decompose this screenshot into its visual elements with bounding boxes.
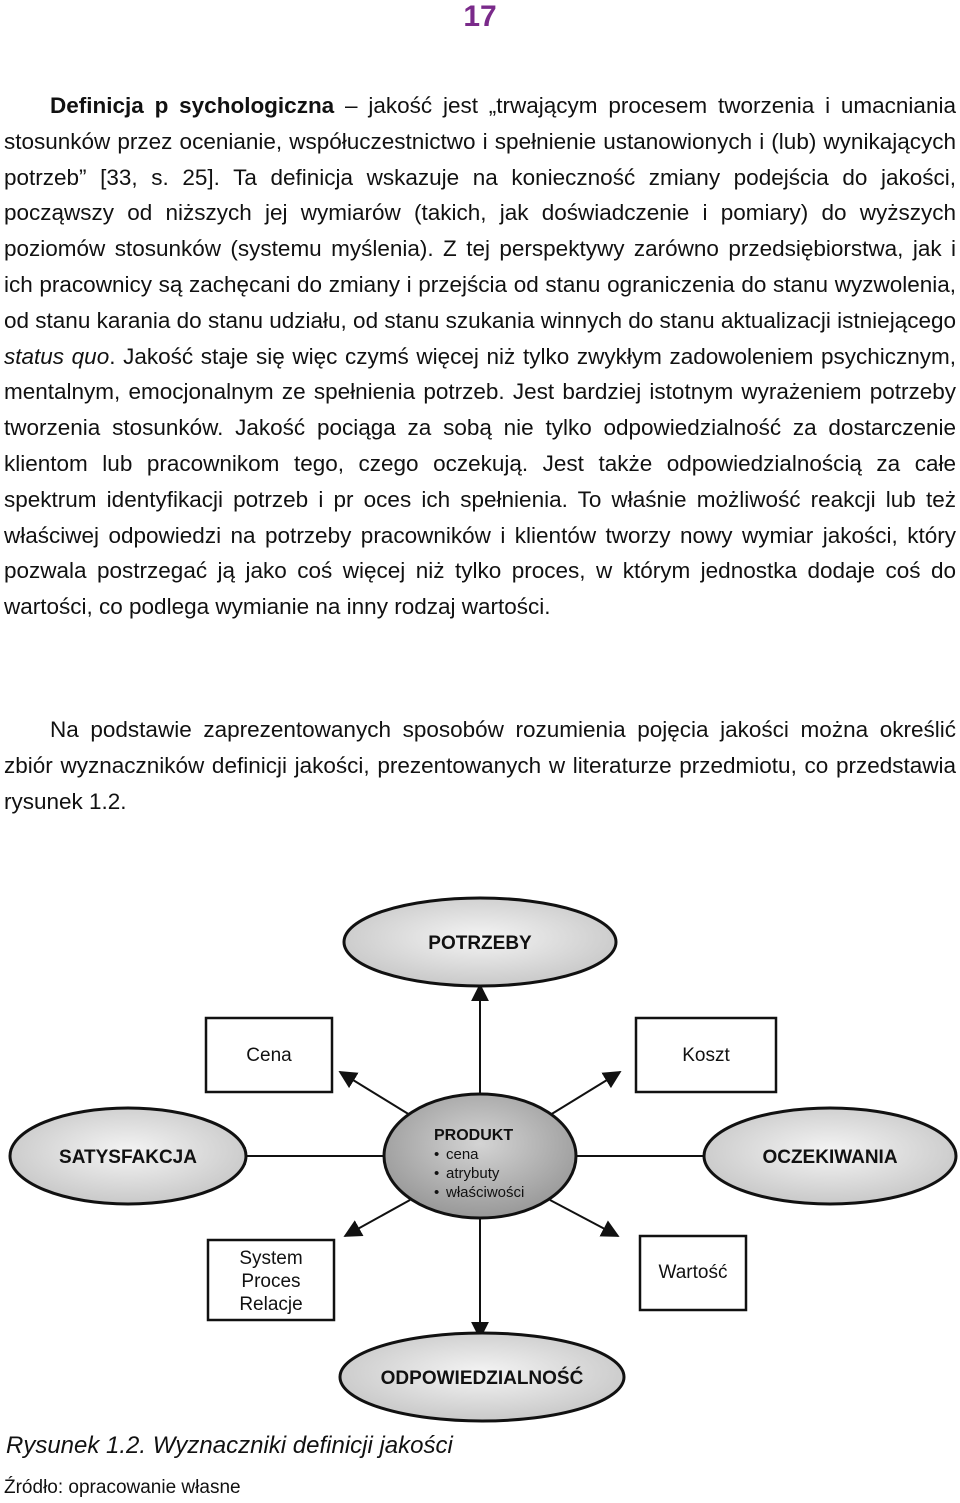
process-label: Proces [241,1271,301,1292]
arrow-to-top-right [550,1072,620,1115]
paragraph-text-part-b: . Jakość staje się więc czymś więcej niż tylko zwykłym zadowoleniem psychicznym, mentalnym, emocjonalnym ze spełnienia potrzeb. Jest bardziej istotnym wyrażeniem potrzeby tworzenia stosunków. Jakość pociąga za sobą nie tylko odpowiedzialność za dostarczenie klientom lub pracownikom tego, czego oczekują. Jest także odpowiedzialnością za całe spektrum identyfikacji potrzeb i pr oces ich spełnienia. To właśnie możliwość reakcji lub też właściwej odpowiedzi na potrzeby pracowników i klientów tworzy nowy wymiar jakości, który pozwala postrzegać ją jako coś więcej niż tylko proces, w którym jednostka dodaje coś do wartości, co podlega wymianie na inny rodzaj wartości. [4,343,956,620]
paragraph-figure-intro: Na podstawie zaprezentowanych sposobów rozumienia pojęcia jakości można określić zbiór wyznaczników definicji jakości, prezentowanych w literaturze przedmiotu, co przedstawia rysunek 1.2. [4,717,956,814]
needs-label: POTRZEBY [428,933,532,954]
definition-dash: – [334,93,369,118]
quality-determinants-diagram [0,890,960,1430]
figure-source: Źródło: opracowanie własne [4,1477,241,1498]
expectations-label: OCZEKIWANIA [762,1147,898,1168]
satisfaction-label: SATYSFAKCJA [59,1147,197,1168]
paragraph-text-part-a: jakość jest „trwającym procesem tworzenia i umacniania stosunków przez ocenianie, współuczestnictwo i spełnienie ustanowionych i (lub) wynikających potrzeb” [33, s. 25]. Ta definicja wskazuje na konieczność zmiany podejścia do jakości, począwszy od niższych jej wymiarów (takich, jak doświadczenie i pomiary) do wyższych poziomów stosunków (systemu myślenia). Z tej perspektywy zarówno przedsiębiorstwa, jak i ich pracownicy są zachęcani do zmiany i przejścia od stanu ograniczenia do stanu wyzwolenia, od stanu karania do stanu udziału, od stanu szukania winnych do stanu aktualizacji istniejącego [4,93,956,333]
product-item-attributes: atrybuty [446,1165,500,1182]
relations-label: Relacje [239,1294,303,1315]
page-number: 17 [463,0,497,33]
arrow-to-bottom-right [550,1200,618,1236]
product-item-price: cena [446,1146,479,1163]
product-bullet-1: • [434,1146,440,1163]
product-bullet-2: • [434,1165,440,1182]
paragraph-psychological-definition [4,88,956,625]
value-label: Wartość [658,1262,728,1283]
system-label: System [239,1248,303,1269]
price-label: Cena [246,1045,292,1066]
definition-term: Definicja p sychologiczna [50,93,335,118]
figure-caption: Rysunek 1.2. Wyznaczniki definicji jakości [6,1432,453,1459]
latin-phrase: status quo [4,343,110,369]
arrow-to-bottom-left [345,1200,410,1236]
product-title: PRODUKT [434,1127,514,1144]
responsibility-label: ODPOWIEDZIALNOŚĆ [380,1368,584,1389]
cost-label: Koszt [682,1045,730,1066]
product-item-properties: właściwości [446,1184,525,1201]
product-bullet-3: • [434,1184,440,1201]
arrow-to-top-left [340,1072,410,1115]
